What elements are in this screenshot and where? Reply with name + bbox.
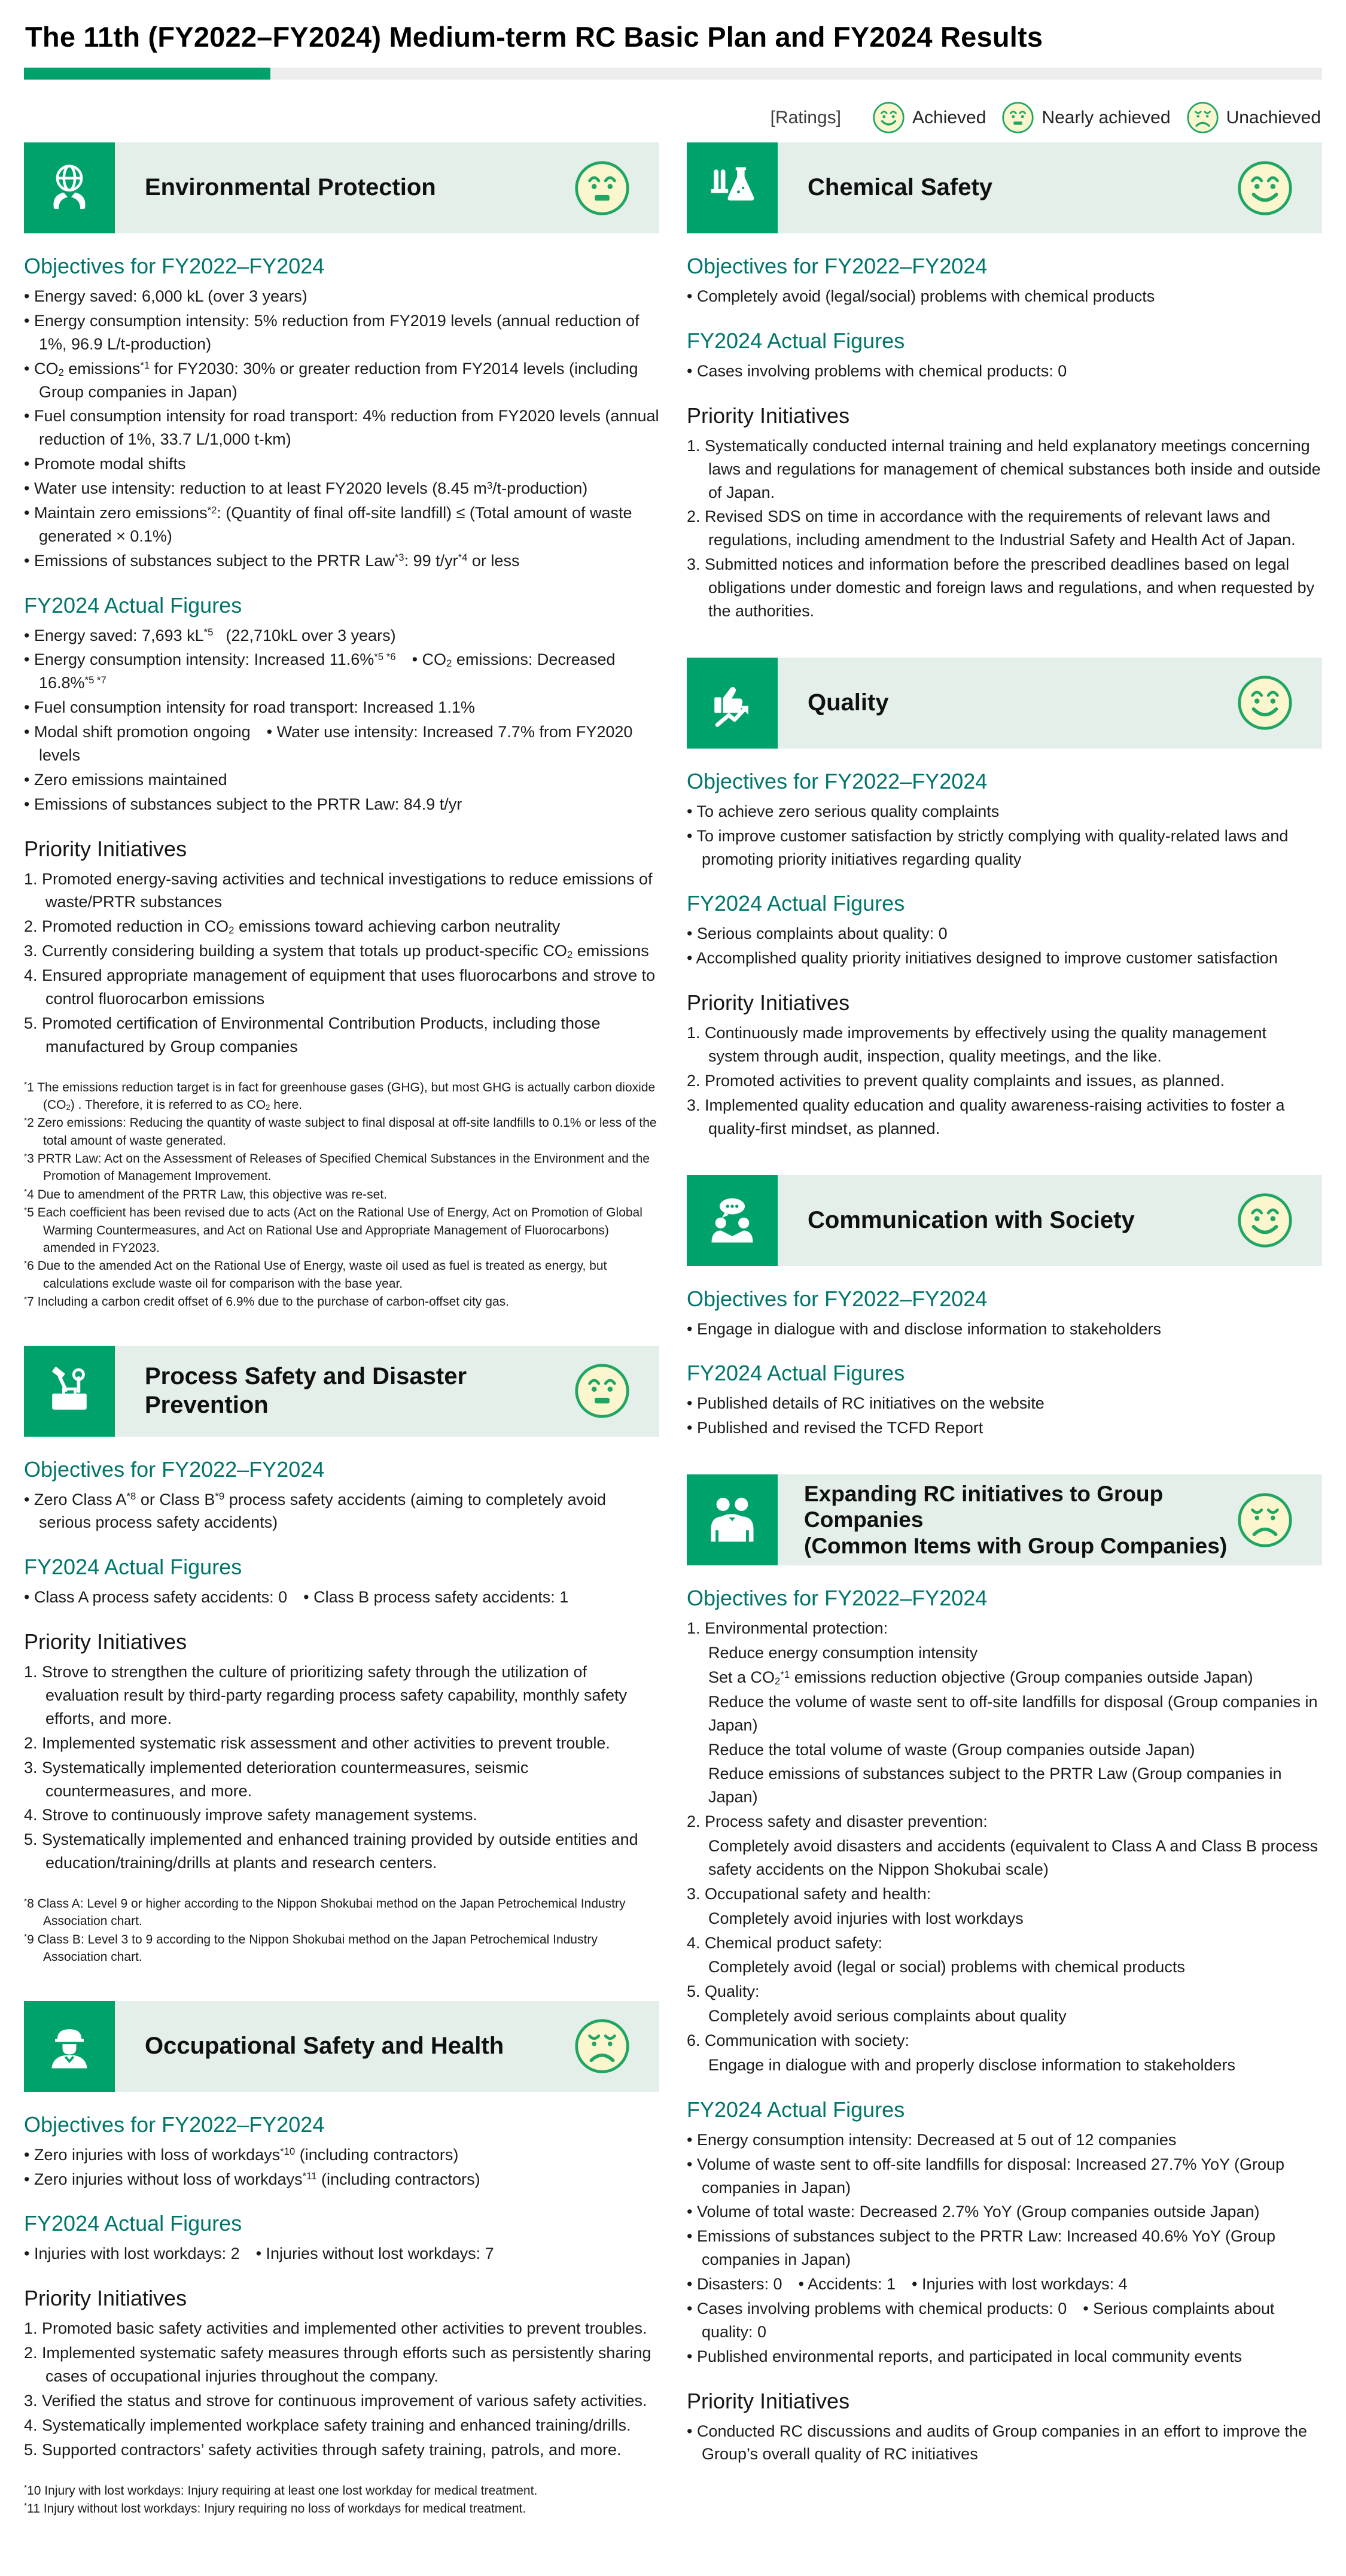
text-line: *5 Each coefficient has been revised due to acts (Act on the Rational Use of Energy, Act on Promotion of Global Warming Countermeasures, and Act on Rational Use and Appropriate Management of Fluorocarbons) amended in FY2023.: [24, 1205, 642, 1255]
text-line: 1. Strove to strengthen the culture of prioritizing safety through the utilization of evaluation result by third-party regarding process safety capability, monthly safety efforts, and more.: [24, 1663, 627, 1728]
objectives-heading: Objectives for FY2022–FY2024: [24, 2112, 325, 2137]
objectives-list: [687, 1318, 1322, 1341]
text-line: • Energy saved: 7,693 $kL^{*5}$ (22,710kL over 3 years): [24, 626, 396, 644]
group-companies-icon: [687, 1474, 778, 1565]
text-line: • Conducted RC discussions and audits of Group companies in an effort to improve the Group’s overall quality of RC initiatives: [687, 2422, 1308, 2464]
actual-figures-list: [24, 2242, 659, 2265]
text-line: Reduce the total volume of waste (Group companies outside Japan): [708, 1740, 1195, 1759]
achieved-face-icon: [1237, 674, 1293, 731]
text-line: *10 Injury with lost workdays: Injury requiring at least one lost workday for medical treatment.: [24, 2483, 538, 2498]
priority-initiatives-heading: Priority Initiatives: [24, 2286, 187, 2311]
text-line: • Cases involving problems with chemical products: 0 • Serious complaints about quality: 0: [687, 2299, 1275, 2341]
section-title: Process Safety and Disaster Prevention: [145, 1363, 467, 1418]
actual-figures-heading: FY2024 Actual Figures: [687, 2097, 905, 2122]
text-line: • Published environmental reports, and participated in local community events: [687, 2347, 1242, 2365]
text-line: *3 PRTR Law: Act on the Assessment of Releases of Specified Chemical Substances in the Environment and the Promotion of Management Improvement.: [24, 1151, 650, 1184]
text-line: *9 Class B: Level 3 to 9 according to the Nippon Shokubai method on the Japan Petrochemical Industry Association chart.: [24, 1932, 598, 1964]
text-line: • Zero emissions maintained: [24, 770, 227, 789]
section-title: Occupational Safety and Health: [145, 2033, 504, 2060]
actual-figures-heading: FY2024 Actual Figures: [24, 2211, 242, 2236]
text-line: • Injuries with lost workdays: 2 • Injuries without lost workdays: 7: [24, 2245, 494, 2263]
actual-figures-heading: FY2024 Actual Figures: [687, 891, 905, 916]
footnotes: [24, 2482, 659, 2518]
priority-initiatives-heading: Priority Initiatives: [24, 1629, 187, 1655]
text-line: *4 Due to amendment of the PRTR Law, this objective was re-set.: [24, 1187, 387, 1202]
left-column: [24, 142, 659, 2552]
priority-initiatives-list: [24, 1660, 659, 1875]
section-title-line-2: (Common Items with Group Companies): [804, 1533, 1228, 1558]
actual-figures-list: [24, 1586, 659, 1609]
objectives-heading: Objectives for FY2022–FY2024: [24, 254, 325, 278]
text-line: • Modal shift promotion ongoing • Water use intensity: Increased 7.7% from FY2020 levels: [24, 723, 633, 764]
text-line: • Volume of waste sent to off-site landfills for disposal: Increased 27.7% YoY (Group companies in Japan): [687, 2155, 1285, 2197]
text-line: • $CO_2$ emissions$^{*1}$ for FY2030: 30% or greater reduction from FY2014 levels (including Group companies in Japan): [24, 359, 638, 401]
text-line: 1. Systematically conducted internal training and held explanatory meetings concerning laws and regulations for management of chemical substances both inside and outside of Japan.: [687, 436, 1321, 501]
text-line: 1. Promoted energy-saving activities and technical investigations to reduce emissions of waste/PRTR substances: [24, 869, 653, 911]
text-line: 3. Occupational safety and health:: [687, 1884, 931, 1903]
actual-figures-list: [687, 1392, 1322, 1440]
section-communication-with-society: [687, 1175, 1322, 1440]
actual-figures-heading: FY2024 Actual Figures: [687, 328, 905, 353]
text-line: • Zero Class $A^{*8}$ or Class $B^{*9}$ process safety accidents (aiming to completely avoid serious process safety accidents): [24, 1490, 607, 1532]
text-line: • Energy consumption intensity: Decreased at 5 out of 12 companies: [687, 2130, 1177, 2149]
section-banner: [687, 658, 1322, 749]
text-line: 5. Quality:: [687, 1982, 760, 2001]
legend-item-label: Achieved: [912, 107, 986, 127]
section-banner: [24, 142, 659, 233]
text-line: • Cases involving problems with chemical products: 0: [687, 361, 1067, 380]
text-line: 1. Continuously made improvements by effectively using the quality management system through audit, inspection, quality meetings, and the like.: [687, 1024, 1267, 1065]
actual-figures-heading: FY2024 Actual Figures: [24, 1555, 242, 1580]
text-line: *7 Including a carbon credit offset of 6.9% due to the purchase of carbon-offset city gas.: [24, 1294, 509, 1309]
text-line: 5. Supported contractors’ safety activities through safety training, patrols, and more.: [24, 2440, 622, 2459]
text-line: • Published details of RC initiatives on the website: [687, 1394, 1044, 1413]
text-line: *8 Class A: Level 9 or higher according to the Nippon Shokubai method on the Japan Petrochemical Industry Association chart.: [24, 1896, 626, 1929]
objectives-heading: Objectives for FY2022–FY2024: [687, 1586, 988, 1611]
globe-hands-icon: [24, 142, 115, 233]
text-line: • Volume of total waste: Decreased 2.7% YoY (Group companies outside Japan): [687, 2203, 1260, 2221]
text-line: 6. Communication with society:: [687, 2031, 910, 2049]
objectives-list: [687, 1617, 1322, 2077]
text-line: 1. Promoted basic safety activities and implemented other activities to prevent troubles.: [24, 2319, 647, 2338]
text-line: • Emissions of substances subject to the PRTR Law: 84.9 t/yr: [24, 795, 462, 813]
right-column: [687, 142, 1322, 2501]
footnotes: [24, 1895, 659, 1966]
text-line: 5. Systematically implemented and enhanced training provided by outside entities and education/training/drills at plants and research centers.: [24, 1830, 638, 1872]
section-banner: [687, 1474, 1322, 1565]
worker-helmet-icon: [24, 2001, 115, 2092]
objectives-list: [687, 800, 1322, 871]
text-line: 3. Verified the status and strove for continuous improvement of various safety activities.: [24, 2391, 647, 2410]
text-line: • Completely avoid (legal/social) problems with chemical products: [687, 287, 1155, 305]
text-line: 4. Strove to continuously improve safety management systems.: [24, 1806, 477, 1824]
unachieved-face-icon: [1186, 101, 1219, 134]
text-line: • To improve customer satisfaction by strictly complying with quality-related laws and promoting priority initiatives regarding quality: [687, 826, 1289, 868]
text-line: • Zero injuries without loss of workdays$^{*11}$ (including contractors): [24, 2170, 480, 2188]
text-line: 2. Process safety and disaster prevention:: [687, 1812, 988, 1831]
text-line: 2. Revised SDS on time in accordance with the requirements of relevant laws and regulations, including amendment to the Industrial Safety and Health Act of Japan.: [687, 507, 1296, 549]
dialogue-people-icon: [687, 1175, 778, 1266]
text-line: Completely avoid injuries with lost workdays: [708, 1909, 1024, 1927]
section-occupational-safety: [24, 2001, 659, 2518]
section-banner: [687, 1175, 1322, 1266]
text-line: Engage in dialogue with and properly disclose information to stakeholders: [708, 2055, 1236, 2074]
text-line: • Emissions of substances subject to the PRTR Law: Increased 40.6% YoY (Group companies in Japan): [687, 2227, 1275, 2269]
ratings-legend-label: [Ratings]: [770, 107, 842, 127]
text-line: 4. Systematically implemented workplace safety training and enhanced training/drills.: [24, 2416, 631, 2434]
text-line: 5. Promoted certification of Environmental Contribution Products, including those manufactured by Group companies: [24, 1014, 601, 1056]
legend-item-unachieved: [1186, 101, 1321, 134]
text-line: Set a $CO_2^{*1}$ emissions reduction objective (Group companies outside Japan): [708, 1668, 1253, 1687]
text-line: 3. Currently considering building a system that totals up product-specific $CO_2$ emissions: [24, 942, 649, 961]
priority-initiatives-heading: Priority Initiatives: [687, 990, 850, 1015]
priority-initiatives-heading: Priority Initiatives: [24, 836, 187, 861]
objectives-heading: Objectives for FY2022–FY2024: [687, 254, 988, 278]
unachieved-face-icon: [1237, 1492, 1293, 1549]
text-line: Reduce emissions of substances subject to the PRTR Law (Group companies in Japan): [708, 1765, 1282, 1806]
text-line: 3. Submitted notices and information before the prescribed deadlines based on legal obligations under domestic and foreign laws and regulations, and when requested by the authorities.: [687, 555, 1315, 620]
section-banner: [24, 2001, 659, 2092]
text-line: 4. Ensured appropriate management of equipment that uses fluorocarbons and strove to control fluorocarbon emissions: [24, 966, 656, 1008]
text-line: • Energy consumption intensity: Increased 11.6%$^{*5 *6}$ • $CO_2$ emissions: Decreased 16.8%$^{*5 *7}$: [24, 650, 616, 692]
text-line: • Fuel consumption intensity for road transport: Increased 1.1%: [24, 698, 475, 717]
actual-figures-list: [687, 2128, 1322, 2368]
actual-figures-heading: FY2024 Actual Figures: [24, 592, 242, 618]
text-line: • Fuel consumption intensity for road transport: 4% reduction from FY2020 levels (annual reduction of 1%, 33.7 L/1,000 t-km): [24, 407, 659, 449]
text-line: • To achieve zero serious quality complaints: [687, 802, 1000, 820]
priority-initiatives-list: [687, 434, 1322, 623]
section-title-line-1: Expanding RC initiatives to Group Companies: [804, 1481, 1164, 1532]
priority-initiatives-list: [24, 2317, 659, 2461]
text-line: • Engage in dialogue with and disclose information to stakeholders: [687, 1319, 1161, 1338]
legend-item-label: Unachieved: [1226, 107, 1321, 127]
text-line: • Energy saved: 6,000 kL (over 3 years): [24, 287, 307, 305]
priority-initiatives-list: [687, 2420, 1322, 2466]
text-line: 3. Implemented quality education and quality awareness-raising activities to foster a quality-first mindset, as planned.: [687, 1096, 1285, 1138]
priority-initiatives-heading: Priority Initiatives: [687, 2388, 850, 2413]
text-line: *11 Injury without lost workdays: Injury requiring no loss of workdays for medical treatment.: [24, 2501, 526, 2516]
text-line: Reduce the volume of waste sent to off-site landfills for disposal (Group companies in Japan): [708, 1692, 1318, 1734]
ratings-legend: [24, 101, 1321, 134]
text-line: *1 The emissions reduction target is in fact for greenhouse gases (GHG), but most GHG is actually carbon dioxide $(CO_2)$ . Therefore, it is referred to as $CO_2$ here.: [24, 1080, 656, 1112]
priority-initiatives-heading: Priority Initiatives: [687, 403, 850, 428]
section-process-safety: [24, 1346, 659, 1966]
achieved-face-icon: [1237, 160, 1293, 217]
text-line: • Serious complaints about quality: 0: [687, 924, 948, 943]
objectives-list: [24, 1488, 659, 1535]
text-line: • Emissions of substances subject to the PRTR Law$^{*3}$: 99 $t/yr^{*4}$ or less: [24, 551, 520, 570]
nearly-achieved-face-icon: [574, 160, 631, 217]
objectives-heading: Objectives for FY2022–FY2024: [687, 768, 988, 793]
actual-figures-list: [687, 360, 1322, 383]
text-line: 2. Implemented systematic risk assessment and other activities to prevent trouble.: [24, 1733, 610, 1752]
section-banner: [687, 142, 1322, 233]
footnotes: [24, 1079, 659, 1311]
section-title: [804, 1481, 1237, 1559]
actual-figures-list: [24, 624, 659, 816]
title-underline-gray-segment: [270, 68, 1322, 80]
text-line: 3. Systematically implemented deterioration countermeasures, seismic countermeasures, and more.: [24, 1758, 529, 1800]
objectives-heading: Objectives for FY2022–FY2024: [24, 1456, 325, 1482]
text-line: 4. Chemical product safety:: [687, 1933, 883, 1952]
legend-item-nearly-achieved: [1001, 101, 1170, 134]
text-line: • Maintain zero emissions$^{*2}$: (Quantity of final off-site landfill) ≤ (Total amount of waste generated × 0.1%): [24, 503, 632, 545]
text-line: 2. Implemented systematic safety measures through efforts such as persistently sharing cases of occupational injuries throughout the company.: [24, 2344, 651, 2386]
legend-item-label: Nearly achieved: [1042, 107, 1171, 127]
achieved-face-icon: [1237, 1192, 1293, 1249]
section-title: Chemical Safety: [808, 174, 993, 201]
text-line: • Accomplished quality priority initiatives designed to improve customer satisfaction: [687, 949, 1278, 968]
text-line: Completely avoid serious complaints about quality: [708, 2007, 1067, 2025]
achieved-face-icon: [872, 101, 905, 134]
text-line: • Energy consumption intensity: 5% reduction from FY2019 levels (annual reduction of 1%, 96.9 L/t-production): [24, 311, 639, 353]
actual-figures-heading: FY2024 Actual Figures: [687, 1361, 905, 1386]
legend-item-achieved: [872, 101, 986, 134]
thumbs-up-icon: [687, 658, 778, 749]
text-line: • Zero injuries with loss of workdays$^{*10}$ (including contractors): [24, 2145, 459, 2164]
unachieved-face-icon: [574, 2018, 631, 2075]
flask-icon: [687, 142, 778, 233]
two-column-layout: [24, 142, 1322, 2552]
text-line: Completely avoid disasters and accidents (equivalent to Class A and Class B process safety accidents on the Nippon Shokubai scale): [708, 1837, 1318, 1878]
objectives-heading: Objectives for FY2022–FY2024: [687, 1286, 988, 1311]
text-line: • Disasters: 0 • Accidents: 1 • Injuries with lost workdays: 4: [687, 2275, 1128, 2293]
text-line: 2. Promoted activities to prevent quality complaints and issues, as planned.: [687, 1071, 1225, 1090]
text-line: Completely avoid (legal or social) problems with chemical products: [708, 1958, 1185, 1976]
section-banner: [24, 1346, 659, 1437]
text-line: Reduce energy consumption intensity: [708, 1644, 978, 1662]
objectives-list: [24, 285, 659, 573]
section-quality: [687, 658, 1322, 1141]
text-line: • Published and revised the TCFD Report: [687, 1419, 983, 1437]
text-line: • Promote modal shifts: [24, 455, 186, 473]
actual-figures-list: [687, 922, 1322, 970]
section-expanding-rc-group-companies: [687, 1474, 1322, 2466]
section-chemical-safety: [687, 142, 1322, 623]
text-line: *2 Zero emissions: Reducing the quantity of waste subject to final disposal at off-site landfills to 0.1% or less of the total amount of waste generated.: [24, 1115, 657, 1148]
objectives-list: [24, 2143, 659, 2191]
section-title: Communication with Society: [808, 1206, 1135, 1233]
nearly-achieved-face-icon: [574, 1362, 631, 1419]
section-title: Quality: [808, 689, 889, 716]
text-line: *6 Due to the amended Act on the Rational Use of Energy, waste oil used as fuel is treated as energy, but calculations exclude waste oil for comparison with the base year.: [24, 1258, 607, 1291]
title-underline-bar: [24, 68, 1322, 80]
text-line: • Class A process safety accidents: 0 • Class B process safety accidents: 1: [24, 1588, 569, 1607]
page-title: The 11th (FY2022–FY2024) Medium-term RC Basic Plan and FY2024 Results: [25, 21, 1043, 53]
objectives-list: [687, 285, 1322, 308]
section-environmental-protection: [24, 142, 659, 1311]
priority-initiatives-list: [24, 868, 659, 1059]
priority-initiatives-list: [687, 1021, 1322, 1140]
nearly-achieved-face-icon: [1001, 101, 1034, 134]
text-line: • Water use intensity: reduction to at least FY2020 levels (8.45 $m^3/t-production$): [24, 479, 588, 497]
text-line: 2. Promoted reduction in $CO_2$ emissions toward achieving carbon neutrality: [24, 917, 561, 936]
text-line: 1. Environmental protection:: [687, 1619, 888, 1638]
section-title: Environmental Protection: [145, 174, 436, 201]
title-underline-green-segment: [24, 68, 270, 80]
toolbox-icon: [24, 1346, 115, 1437]
